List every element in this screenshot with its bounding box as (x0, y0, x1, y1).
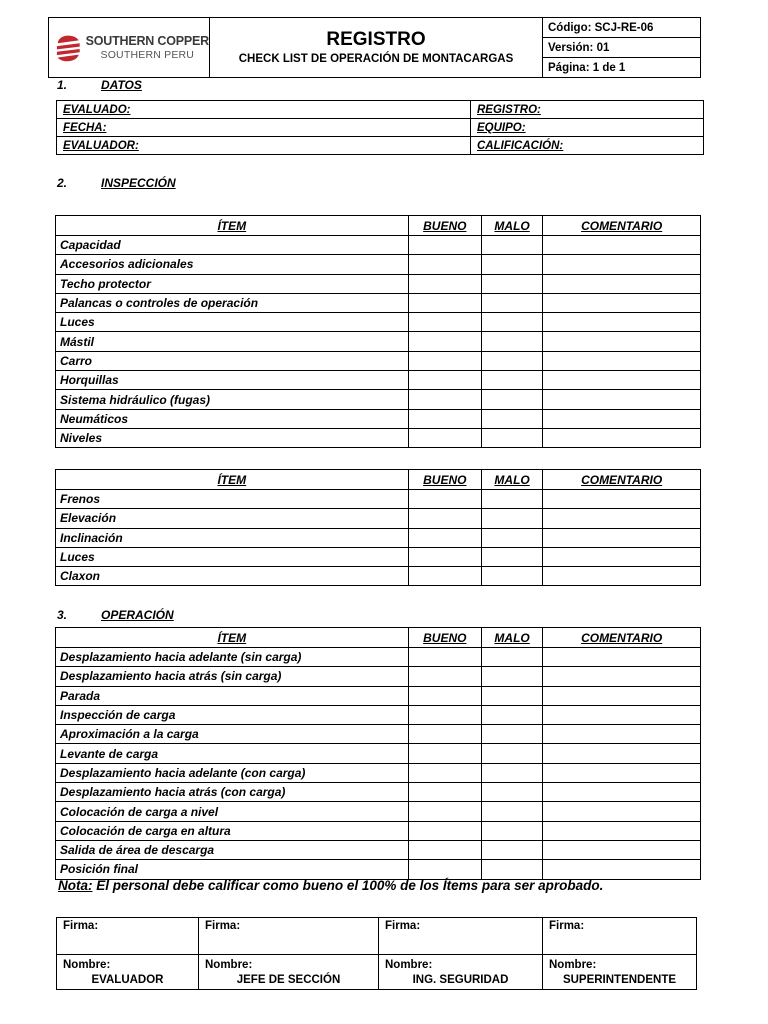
column-header-malo: MALO (481, 216, 542, 236)
bueno-cell[interactable] (408, 528, 481, 547)
item-label: Luces (56, 313, 409, 332)
malo-cell[interactable] (481, 236, 542, 255)
checklist-row (56, 547, 701, 566)
malo-cell[interactable] (481, 371, 542, 390)
comentario-cell[interactable] (543, 390, 701, 409)
checklist-row (56, 490, 701, 509)
fecha-field[interactable]: FECHA: (57, 119, 471, 137)
malo-cell[interactable] (481, 705, 542, 724)
bueno-cell[interactable] (408, 351, 481, 370)
version-cell: Versión: 01 (543, 38, 701, 58)
malo-cell[interactable] (481, 332, 542, 351)
section-title: INSPECCIÓN (101, 176, 176, 190)
comentario-cell[interactable] (543, 547, 701, 566)
bueno-cell[interactable] (408, 783, 481, 802)
checklist-row (56, 313, 701, 332)
item-label: Claxon (56, 567, 409, 586)
bueno-cell[interactable] (408, 409, 481, 428)
item-label: Frenos (56, 490, 409, 509)
item-label: Parada (56, 686, 409, 705)
checklist-row (56, 351, 701, 370)
datos-table (56, 100, 704, 155)
inspeccion-table-1 (55, 215, 701, 448)
malo-cell[interactable] (481, 802, 542, 821)
comentario-cell[interactable] (543, 236, 701, 255)
note-label: Nota: (58, 878, 93, 893)
item-label: Luces (56, 547, 409, 566)
item-label: Capacidad (56, 236, 409, 255)
item-label: Sistema hidráulico (fugas) (56, 390, 409, 409)
bueno-cell[interactable] (408, 390, 481, 409)
malo-cell[interactable] (481, 821, 542, 840)
checklist-row (56, 371, 701, 390)
checklist-row (56, 409, 701, 428)
bueno-cell[interactable] (408, 293, 481, 312)
malo-cell[interactable] (481, 313, 542, 332)
checklist-row (56, 528, 701, 547)
comentario-cell[interactable] (543, 744, 701, 763)
bueno-cell[interactable] (408, 840, 481, 859)
malo-cell[interactable] (481, 428, 542, 447)
comentario-cell[interactable] (543, 763, 701, 782)
item-label: Colocación de carga en altura (56, 821, 409, 840)
comentario-cell[interactable] (543, 686, 701, 705)
malo-cell[interactable] (481, 567, 542, 586)
nombre-superintendente-field[interactable]: Nombre: (543, 955, 697, 972)
item-label: Horquillas (56, 371, 409, 390)
item-label: Desplazamiento hacia atrás (con carga) (56, 783, 409, 802)
comentario-cell[interactable] (543, 860, 701, 879)
logo-name: SOUTHERN COPPER (85, 34, 209, 48)
comentario-cell[interactable] (543, 528, 701, 547)
item-label: Aproximación a la carga (56, 725, 409, 744)
comentario-cell[interactable] (543, 567, 701, 586)
section-number: 1. (57, 78, 68, 92)
item-label: Carro (56, 351, 409, 370)
bueno-cell[interactable] (408, 428, 481, 447)
item-label: Desplazamiento hacia adelante (sin carga) (56, 648, 409, 667)
item-label: Mástil (56, 332, 409, 351)
item-label: Elevación (56, 509, 409, 528)
checklist-row (56, 509, 701, 528)
comentario-cell[interactable] (543, 783, 701, 802)
item-label: Inclinación (56, 528, 409, 547)
title-cell (210, 18, 543, 78)
southern-copper-logo-icon (55, 32, 82, 64)
comentario-cell[interactable] (543, 274, 701, 293)
item-label: Neumáticos (56, 409, 409, 428)
checklist-row (56, 840, 701, 859)
column-header-bueno: BUENO (408, 216, 481, 236)
checklist-row (56, 821, 701, 840)
column-header-malo: MALO (481, 628, 542, 648)
bueno-cell[interactable] (408, 744, 481, 763)
document-header (48, 17, 701, 78)
signature-table (56, 917, 697, 990)
item-label: Niveles (56, 428, 409, 447)
checklist-row (56, 725, 701, 744)
note-text: El personal debe calificar como bueno el 100% de los Ítems para ser aprobado. (92, 878, 604, 893)
bueno-cell[interactable] (408, 860, 481, 879)
comentario-cell[interactable] (543, 351, 701, 370)
column-header-comentario: COMENTARIO (543, 628, 701, 648)
comentario-cell[interactable] (543, 840, 701, 859)
item-label: Palancas o controles de operación (56, 293, 409, 312)
section-number: 3. (57, 608, 68, 622)
column-header-item: ÍTEM (56, 216, 409, 236)
role-jefe-seccion: JEFE DE SECCIÓN (199, 971, 379, 990)
column-header-bueno: BUENO (408, 628, 481, 648)
malo-cell[interactable] (481, 648, 542, 667)
malo-cell[interactable] (481, 509, 542, 528)
column-header-item: ÍTEM (56, 628, 409, 648)
bueno-cell[interactable] (408, 648, 481, 667)
logo-subname: SOUTHERN PERU (100, 48, 195, 61)
comentario-cell[interactable] (543, 255, 701, 274)
role-superintendente: SUPERINTENDENTE (543, 971, 697, 990)
document-subtitle: CHECK LIST DE OPERACIÓN DE MONTACARGAS (238, 53, 514, 65)
column-header-bueno: BUENO (408, 470, 481, 490)
malo-cell[interactable] (481, 528, 542, 547)
item-label: Salida de área de descarga (56, 840, 409, 859)
nombre-jefe-seccion-field[interactable]: Nombre: (199, 955, 379, 972)
evaluador-field[interactable]: EVALUADOR: (57, 137, 471, 155)
firma-ing-seguridad-field[interactable]: Firma: (379, 918, 543, 955)
checklist-row (56, 293, 701, 312)
section-title: OPERACIÓN (101, 608, 174, 622)
comentario-cell[interactable] (543, 371, 701, 390)
checklist-row (56, 255, 701, 274)
item-label: Levante de carga (56, 744, 409, 763)
comentario-cell[interactable] (543, 802, 701, 821)
bueno-cell[interactable] (408, 667, 481, 686)
malo-cell[interactable] (481, 725, 542, 744)
malo-cell[interactable] (481, 744, 542, 763)
bueno-cell[interactable] (408, 332, 481, 351)
calificacion-field[interactable]: CALIFICACIÓN: (471, 137, 704, 155)
bueno-cell[interactable] (408, 725, 481, 744)
checklist-row (56, 802, 701, 821)
item-label: Colocación de carga a nivel (56, 802, 409, 821)
logo-cell (49, 18, 210, 78)
malo-cell[interactable] (481, 860, 542, 879)
codigo-cell: Código: SCJ-RE-06 (543, 18, 701, 38)
malo-cell[interactable] (481, 293, 542, 312)
comentario-cell[interactable] (543, 509, 701, 528)
comentario-cell[interactable] (543, 313, 701, 332)
nombre-evaluador-field[interactable]: Nombre: (57, 955, 199, 972)
malo-cell[interactable] (481, 274, 542, 293)
checklist-row (56, 705, 701, 724)
malo-cell[interactable] (481, 255, 542, 274)
comentario-cell[interactable] (543, 409, 701, 428)
pagina-cell: Página: 1 de 1 (543, 58, 701, 78)
malo-cell[interactable] (481, 840, 542, 859)
comentario-cell[interactable] (543, 667, 701, 686)
item-label: Desplazamiento hacia adelante (con carga) (56, 763, 409, 782)
malo-cell[interactable] (481, 667, 542, 686)
comentario-cell[interactable] (543, 705, 701, 724)
column-header-item: ÍTEM (56, 470, 409, 490)
comentario-cell[interactable] (543, 490, 701, 509)
malo-cell[interactable] (481, 763, 542, 782)
section-operacion-heading (57, 608, 174, 622)
firma-evaluador-field[interactable]: Firma: (57, 918, 199, 955)
bueno-cell[interactable] (408, 705, 481, 724)
checklist-row (56, 744, 701, 763)
firma-superintendente-field[interactable]: Firma: (543, 918, 697, 955)
item-label: Techo protector (56, 274, 409, 293)
role-ing-seguridad: ING. SEGURIDAD (379, 971, 543, 990)
bueno-cell[interactable] (408, 567, 481, 586)
operacion-table (55, 627, 701, 880)
bueno-cell[interactable] (408, 802, 481, 821)
malo-cell[interactable] (481, 783, 542, 802)
bueno-cell[interactable] (408, 236, 481, 255)
column-header-comentario: COMENTARIO (543, 470, 701, 490)
evaluado-field[interactable]: EVALUADO: (57, 101, 471, 119)
section-datos-heading (57, 78, 142, 92)
comentario-cell[interactable] (543, 648, 701, 667)
checklist-row (56, 567, 701, 586)
company-logo (49, 32, 209, 64)
approval-note (58, 878, 603, 893)
item-label: Inspección de carga (56, 705, 409, 724)
malo-cell[interactable] (481, 547, 542, 566)
malo-cell[interactable] (481, 390, 542, 409)
bueno-cell[interactable] (408, 763, 481, 782)
equipo-field[interactable]: EQUIPO: (471, 119, 704, 137)
checklist-row (56, 860, 701, 879)
document-title: REGISTRO (326, 29, 426, 50)
bueno-cell[interactable] (408, 490, 481, 509)
comentario-cell[interactable] (543, 293, 701, 312)
bueno-cell[interactable] (408, 371, 481, 390)
checklist-row (56, 332, 701, 351)
checklist-row (56, 428, 701, 447)
bueno-cell[interactable] (408, 686, 481, 705)
nombre-ing-seguridad-field[interactable]: Nombre: (379, 955, 543, 972)
checklist-row (56, 763, 701, 782)
bueno-cell[interactable] (408, 547, 481, 566)
bueno-cell[interactable] (408, 509, 481, 528)
inspeccion-table-2 (55, 469, 701, 586)
column-header-comentario: COMENTARIO (543, 216, 701, 236)
bueno-cell[interactable] (408, 313, 481, 332)
role-evaluador: EVALUADOR (57, 971, 199, 990)
malo-cell[interactable] (481, 351, 542, 370)
bueno-cell[interactable] (408, 274, 481, 293)
registro-field[interactable]: REGISTRO: (471, 101, 704, 119)
malo-cell[interactable] (481, 490, 542, 509)
item-label: Desplazamiento hacia atrás (sin carga) (56, 667, 409, 686)
checklist-row (56, 274, 701, 293)
malo-cell[interactable] (481, 409, 542, 428)
section-number: 2. (57, 176, 68, 190)
comentario-cell[interactable] (543, 428, 701, 447)
firma-jefe-seccion-field[interactable]: Firma: (199, 918, 379, 955)
malo-cell[interactable] (481, 686, 542, 705)
checklist-row (56, 686, 701, 705)
checklist-row (56, 667, 701, 686)
checklist-row (56, 236, 701, 255)
section-inspeccion-heading (57, 176, 176, 190)
item-label: Accesorios adicionales (56, 255, 409, 274)
checklist-row (56, 648, 701, 667)
checklist-row (56, 390, 701, 409)
checklist-row (56, 783, 701, 802)
item-label: Posición final (56, 860, 409, 879)
comentario-cell[interactable] (543, 821, 701, 840)
section-title: DATOS (101, 78, 142, 92)
bueno-cell[interactable] (408, 821, 481, 840)
comentario-cell[interactable] (543, 332, 701, 351)
comentario-cell[interactable] (543, 725, 701, 744)
bueno-cell[interactable] (408, 255, 481, 274)
column-header-malo: MALO (481, 470, 542, 490)
